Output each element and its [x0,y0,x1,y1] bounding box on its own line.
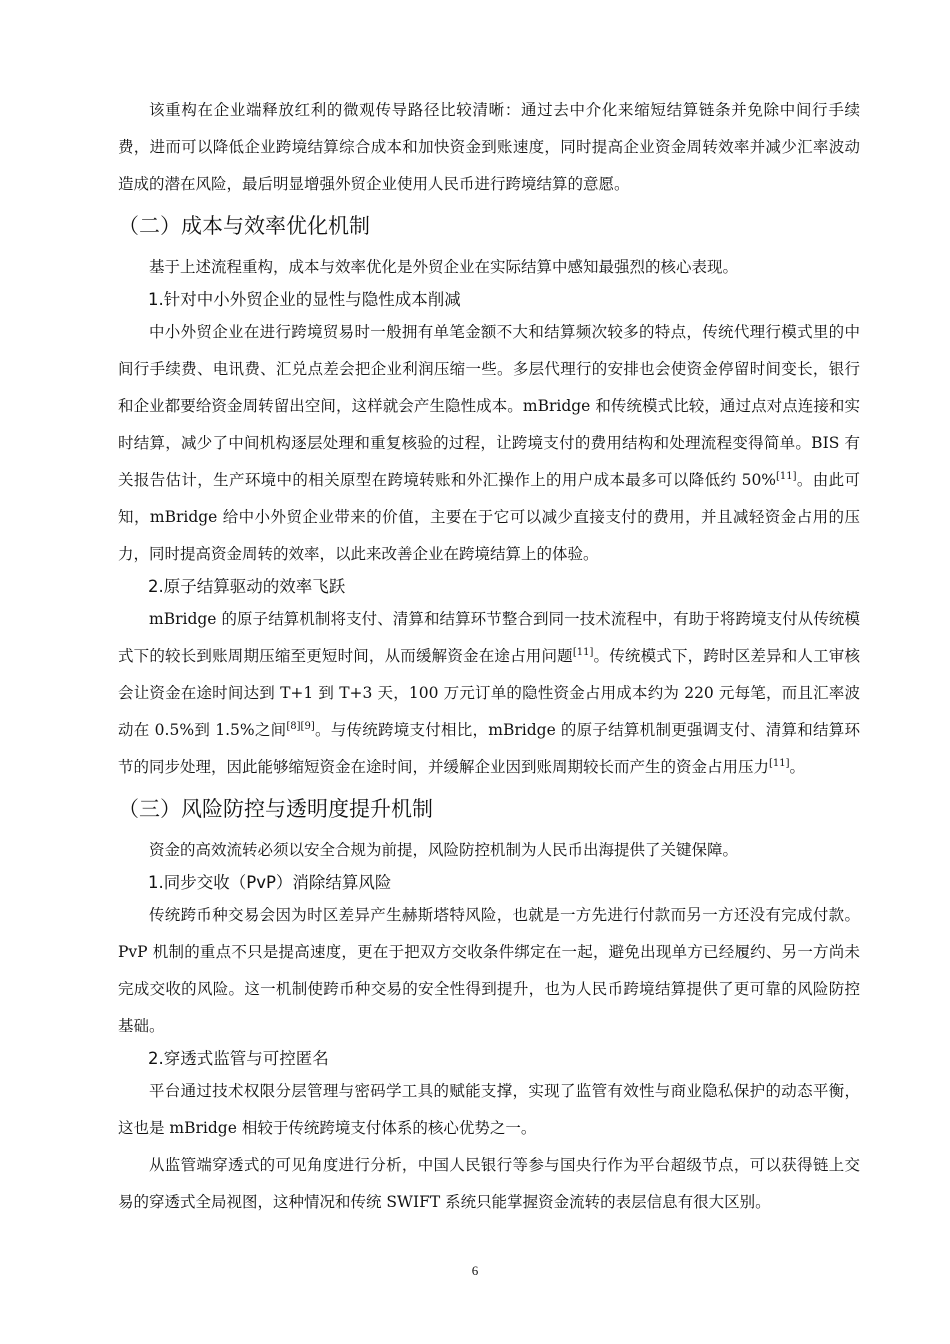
paragraph-4-part-c: 。与传统跨境支付相比，mBridge 的原子结算机制更强调支付、清算和结算环节的同步处理，因此能够缩短资金在途时间，并缓解企业因到账周期较长而产生的资金占用压力 [118,721,860,776]
document-body [118,92,860,1221]
paragraph-2: 基于上述流程重构，成本与效率优化是外贸企业在实际结算中感知最强烈的核心表现。 [149,258,739,276]
paragraph-4 [118,601,860,786]
paragraph-4-part-b: 。传统模式下，跨时区差异和人工审核会让资金在途时间达到 T+1 到 T+3 天，100 万元订单的隐性资金占用成本约为 220 元每笔，而且汇率波动在 0.5%到 1.5%之间 [118,647,860,739]
paragraph-3-part-a: 中小外贸企业在进行跨境贸易时一般拥有单笔金额不大和结算频次较多的特点，传统代理行模式里的中间行手续费、电讯费、汇兑点差会把企业利润压缩一些。多层代理行的安排也会使资金停留时间变长，银行和企业都要给资金周转留出空间，这样就会产生隐性成本。mBridge 和传统模式比较，通过点对点连接和实时结算，减少了中间机构逐层处理和重复核验的过程，让跨境支付的费用结构和处理流程变得简单。BIS 有关报告估计，生产环境中的相关原型在跨境转账和外汇操作上的用户成本最多可以降低约 50% [118,323,860,489]
subheading-2-1: 1.针对中小外贸企业的显性与隐性成本削减 [148,290,461,309]
citation-11: [11] [572,646,594,658]
paragraph-7: 平台通过技术权限分层管理与密码学工具的赋能支撑，实现了监管有效性与商业隐私保护的动态平衡，这也是 mBridge 相较于传统跨境支付体系的核心优势之一。 [118,1082,860,1137]
subheading-3-2: 2.穿透式监管与可控匿名 [148,1049,329,1068]
section-heading-3: （三）风险防控与透明度提升机制 [118,797,433,821]
page-number: 6 [471,1263,479,1278]
subheading-3-1: 1.同步交收（PvP）消除结算风险 [148,873,392,892]
section-heading-2: （二）成本与效率优化机制 [118,214,370,238]
paragraph-8: 从监管端穿透式的可见角度进行分析，中国人民银行等参与国央行作为平台超级节点，可以获得链上交易的穿透式全局视图，这种情况和传统 SWIFT 系统只能掌握资金流转的表层信息有很大区别。 [118,1156,860,1211]
subheading-2-2: 2.原子结算驱动的效率飞跃 [148,577,346,596]
paragraph-3 [118,314,860,573]
citation-11: [11] [776,470,797,482]
paragraph-4-part-d: 。 [789,758,806,776]
paragraph-6: 传统跨币种交易会因为时区差异产生赫斯塔特风险，也就是一方先进行付款而另一方还没有完成付款。PvP 机制的重点不只是提高速度，更在于把双方交收条件绑定在一起，避免出现单方已经履约、另一方尚未完成交收的风险。这一机制使跨币种交易的安全性得到提升，也为人民币跨境结算提供了更可靠的风险防控基础。 [118,906,860,1035]
paragraph-5: 资金的高效流转必须以安全合规为前提，风险防控机制为人民币出海提供了关键保障。 [149,841,739,859]
paragraph-1: 该重构在企业端释放红利的微观传导路径比较清晰：通过去中介化来缩短结算链条并免除中间行手续费，进而可以降低企业跨境结算综合成本和加快资金到账速度，同时提高企业资金周转效率并减少汇率波动造成的潜在风险，最后明显增强外贸企业使用人民币进行跨境结算的意愿。 [118,101,860,193]
paragraph-3-part-b: 。由此可知，mBridge 给中小外贸企业带来的价值，主要在于它可以减少直接支付的费用，并且减轻资金占用的压力，同时提高资金周转的效率，以此来改善企业在跨境结算上的体验。 [118,471,860,563]
citation-11: [11] [769,757,790,769]
paragraph-4-part-a: mBridge 的原子结算机制将支付、清算和结算环节整合到同一技术流程中，有助于将跨境支付从传统模式下的较长到账周期压缩至更短时间，从而缓解资金在途占用问题 [118,610,860,665]
citation-8-9: [8][9] [286,720,315,732]
